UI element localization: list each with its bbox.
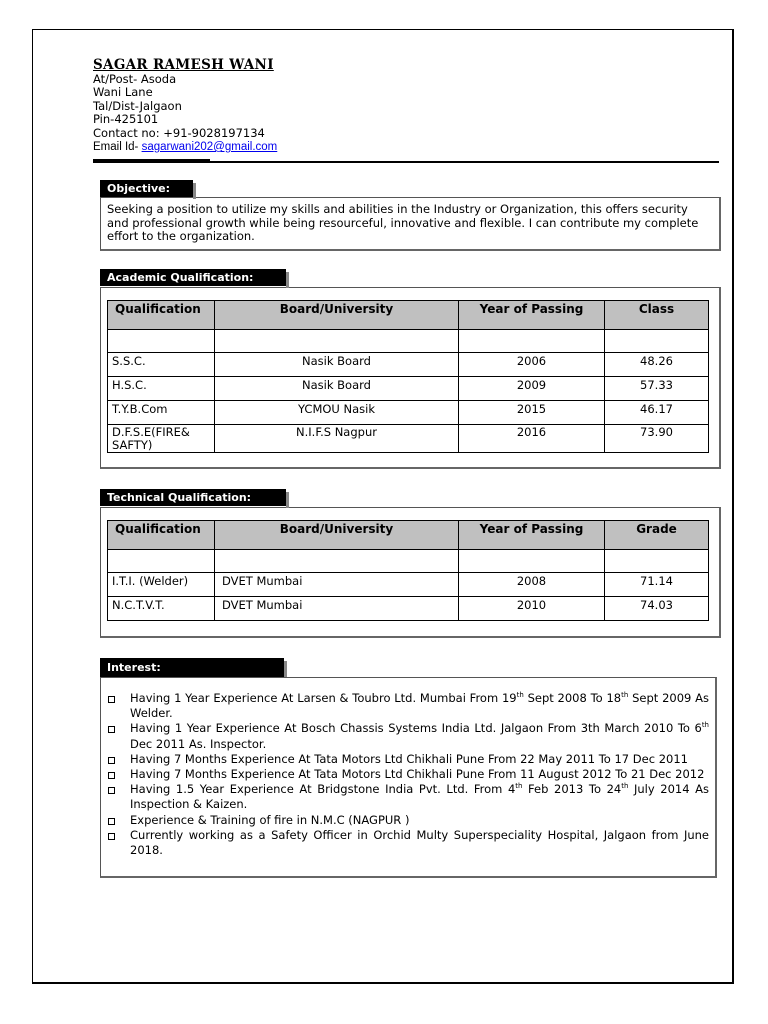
list-item	[107, 721, 709, 751]
list-item	[107, 813, 709, 828]
item-text: Having 1.5 Year Experience At Bridgstone India Pvt. Ltd. From 4	[130, 782, 516, 797]
objective-text: Seeking a position to utilize my skills and abilities in the Industry or Organization, this offers security and professional growth while being resourceful, innovative and flexible. I can contribute my complete effort to the organization.	[107, 202, 699, 244]
item-text: Dec 2011 As. Inspector.	[130, 736, 267, 751]
table-cell: S.S.C.	[108, 353, 215, 377]
table-cell: Nasik Board	[215, 377, 459, 401]
table-cell: D.F.S.E(FIRE& SAFTY)	[108, 425, 215, 453]
item-text: July 2014 As Inspection & Kaizen.	[130, 782, 709, 812]
header-divider-accent	[93, 159, 210, 163]
col-header: Board/University	[215, 301, 459, 330]
col-header: Qualification	[108, 521, 215, 550]
table-cell: 71.14	[605, 573, 709, 597]
email-link[interactable]: sagarwani202@gmail.com	[141, 141, 278, 154]
square-bullet-icon	[108, 772, 115, 779]
email-label: Email Id-	[93, 141, 142, 154]
table-cell: YCMOU Nasik	[215, 401, 459, 425]
interest-list	[107, 691, 709, 858]
table-cell: 57.33	[605, 377, 709, 401]
table-cell: 74.03	[605, 597, 709, 621]
ordinal-suffix: th	[701, 721, 709, 730]
list-item	[107, 767, 709, 782]
header-block	[93, 57, 277, 154]
candidate-name: SAGAR RAMESH WANI	[93, 57, 274, 73]
table-cell: I.T.I. (Welder)	[108, 573, 215, 597]
contact-line: Contact no: +91-9028197134	[93, 125, 265, 140]
col-header: Qualification	[108, 301, 215, 330]
item-text: Sept 2009 As Welder.	[130, 691, 709, 721]
table-cell: 48.26	[605, 353, 709, 377]
ordinal-suffix: th	[516, 691, 524, 700]
address-line: Pin-425101	[93, 112, 159, 127]
table-row	[108, 401, 709, 425]
technical-title: Technical Qualification:	[100, 489, 286, 506]
item-text: Having 7 Months Experience At Tata Motors Ltd Chikhali Pune From 22 May 2011 To 17 Dec 2011	[130, 751, 688, 766]
table-cell: T.Y.B.Com	[108, 401, 215, 425]
address-line: At/Post- Asoda	[93, 72, 177, 86]
item-text: Having 7 Months Experience At Tata Motors Ltd Chikhali Pune From 11 August 2012 To 21 Dec 2012	[130, 767, 705, 782]
table-row	[108, 425, 709, 453]
table-row	[108, 550, 709, 573]
item-text: Feb 2013 To 24	[522, 782, 622, 797]
address-line: Tal/Dist-Jalgaon	[93, 98, 182, 113]
table-cell: N.I.F.S Nagpur	[215, 425, 459, 453]
item-text: Currently working as a Safety Officer in Orchid Multy Superspeciality Hospital, Jalgaon from June 2018.	[130, 827, 709, 858]
table-cell: 46.17	[605, 401, 709, 425]
table-cell: 2009	[459, 377, 605, 401]
objective-title: Objective:	[100, 180, 193, 197]
square-bullet-icon	[108, 696, 115, 703]
academic-title: Academic Qualification:	[100, 269, 286, 286]
table-cell: DVET Mumbai	[215, 573, 459, 597]
list-item	[107, 782, 709, 812]
item-text: Having 1 Year Experience At Bosch Chassis Systems India Ltd. Jalgaon From 3th March 2010 To 6	[130, 721, 702, 736]
col-header: Board/University	[215, 521, 459, 550]
item-text: Having 1 Year Experience At Larsen & Toubro Ltd. Mumbai From 19	[130, 691, 517, 705]
square-bullet-icon	[108, 757, 115, 764]
list-item	[107, 691, 709, 721]
square-bullet-icon	[108, 833, 115, 840]
table-row	[108, 330, 709, 353]
col-header: Grade	[605, 521, 709, 550]
technical-table	[107, 520, 709, 621]
academic-table	[107, 300, 709, 453]
table-cell: 73.90	[605, 425, 709, 453]
email-line	[93, 140, 277, 154]
list-item	[107, 828, 709, 858]
table-cell: Nasik Board	[215, 353, 459, 377]
interest-title: Interest:	[100, 658, 284, 677]
col-header: Year of Passing	[459, 301, 605, 330]
table-cell: 2016	[459, 425, 605, 453]
table-cell: 2006	[459, 353, 605, 377]
col-header: Year of Passing	[459, 521, 605, 550]
item-text: Sept 2008 To 18	[523, 691, 622, 705]
table-row	[108, 353, 709, 377]
item-text: Experience & Training of fire in N.M.C (NAGPUR )	[130, 812, 410, 827]
table-cell: DVET Mumbai	[215, 597, 459, 621]
list-item	[107, 752, 709, 767]
ordinal-suffix: th	[621, 691, 629, 700]
square-bullet-icon	[108, 787, 115, 794]
table-row	[108, 573, 709, 597]
table-cell: 2010	[459, 597, 605, 621]
table-cell: N.C.T.V.T.	[108, 597, 215, 621]
table-row	[108, 597, 709, 621]
table-cell: 2008	[459, 573, 605, 597]
address-line: Wani Lane	[93, 85, 153, 100]
table-cell: H.S.C.	[108, 377, 215, 401]
col-header: Class	[605, 301, 709, 330]
square-bullet-icon	[108, 726, 115, 733]
table-cell: 2015	[459, 401, 605, 425]
square-bullet-icon	[108, 818, 115, 825]
ordinal-suffix: th	[621, 782, 629, 791]
ordinal-suffix: th	[515, 782, 523, 791]
table-row	[108, 377, 709, 401]
